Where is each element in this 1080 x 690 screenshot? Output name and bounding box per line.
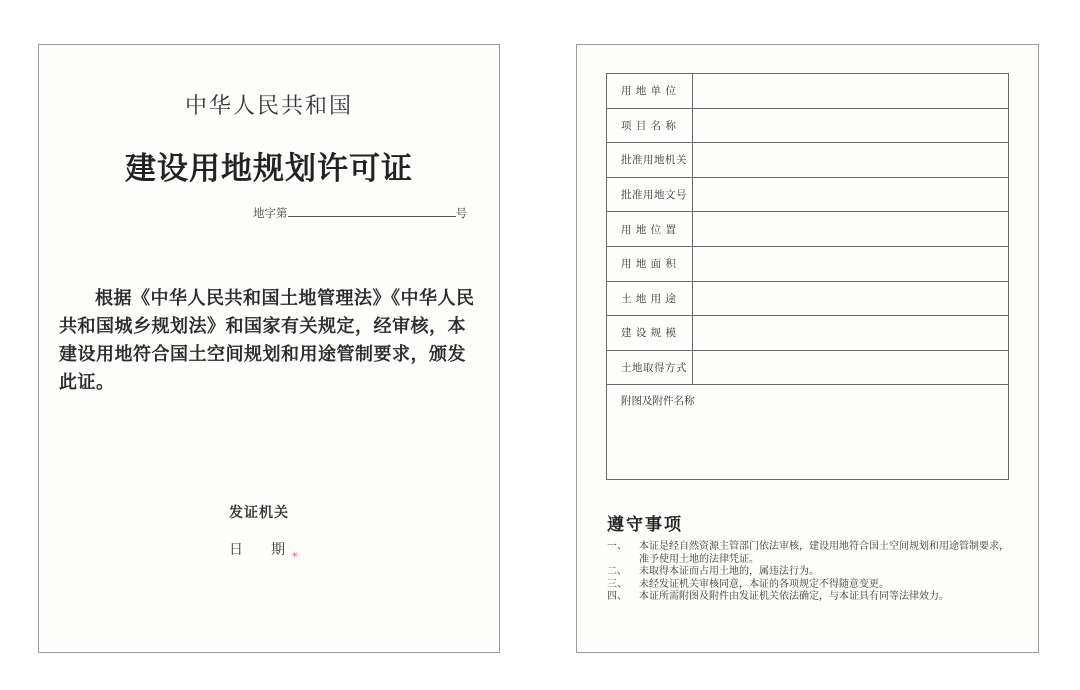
field-label: 用 地 单 位 <box>607 74 693 109</box>
stamp-mark-icon: ✳ <box>291 551 299 561</box>
notice-list <box>607 541 1017 604</box>
certificate-title: 建设用地规划许可证 <box>125 151 413 187</box>
number-prefix: 地字第 <box>253 206 288 220</box>
number-suffix: 号 <box>455 206 467 220</box>
country-name: 中华人民共和国 <box>184 94 353 119</box>
notice-item <box>607 591 1017 604</box>
field-value-cell <box>693 281 1009 316</box>
table-row <box>607 212 1009 247</box>
notice-title: 遵守事项 <box>607 515 683 535</box>
table-row <box>607 246 1009 281</box>
field-label: 批准用地机关 <box>607 143 693 178</box>
field-value-cell <box>693 246 1009 281</box>
table-row <box>607 74 1009 109</box>
notice-number: 二、 <box>607 566 627 577</box>
notice-item <box>607 541 1017 566</box>
table-row <box>607 143 1009 178</box>
field-label: 土 地 用 途 <box>607 281 693 316</box>
notice-item <box>607 579 1017 592</box>
certificate-number-line <box>253 205 467 221</box>
attachments-row <box>607 385 1009 480</box>
field-value-cell <box>693 108 1009 143</box>
notice-text: 未取得本证而占用土地的，属违法行为。 <box>639 566 819 577</box>
notice-number: 一、 <box>607 541 627 552</box>
field-value-cell <box>693 350 1009 385</box>
field-value-cell <box>693 212 1009 247</box>
field-label: 建 设 规 模 <box>607 316 693 351</box>
field-label: 批准用地文号 <box>607 177 693 212</box>
notice-number: 三、 <box>607 578 627 590</box>
field-label: 用 地 面 积 <box>607 246 693 281</box>
field-label: 用 地 位 置 <box>607 212 693 247</box>
field-label: 项 目 名 称 <box>607 108 693 143</box>
notice-text: 本证是经自然资源主管部门依法审核，建设用地符合国土空间规划和用途管制要求，准予使用土地的法律凭证。 <box>639 541 1009 565</box>
field-value-cell <box>693 316 1009 351</box>
issuing-authority-label: 发证机关 <box>229 505 289 521</box>
field-value-cell <box>693 143 1009 178</box>
certificate-back-page <box>576 44 1039 653</box>
field-label: 土地取得方式 <box>607 350 693 385</box>
date-char-period: 期 <box>271 542 285 558</box>
notice-text: 未经发证机关审核同意，本证的各项规定不得随意变更。 <box>639 578 889 590</box>
table-row <box>607 316 1009 351</box>
certificate-body-text: 根据《中华人民共和国土地管理法》《中华人民共和国城乡规划法》和国家有关规定，经审核，本建设用地符合国土空间规划和用途管制要求，颁发此证。 <box>59 288 475 393</box>
number-blank <box>288 206 456 217</box>
notice-text: 本证所需附图及附件由发证机关依法确定，与本证具有同等法律效力。 <box>639 591 949 602</box>
notice-number: 四、 <box>607 591 627 602</box>
notice-item <box>607 566 1017 579</box>
table-row <box>607 177 1009 212</box>
table-row <box>607 350 1009 385</box>
field-value-cell <box>693 177 1009 212</box>
table-row <box>607 281 1009 316</box>
field-value-cell <box>693 74 1009 109</box>
date-char-day: 日 <box>229 542 243 558</box>
certificate-front-page <box>38 44 500 653</box>
land-info-table <box>606 73 1009 480</box>
table-row <box>607 108 1009 143</box>
attachments-label: 附图及附件名称 <box>607 385 1009 480</box>
issue-date-line <box>229 539 285 559</box>
